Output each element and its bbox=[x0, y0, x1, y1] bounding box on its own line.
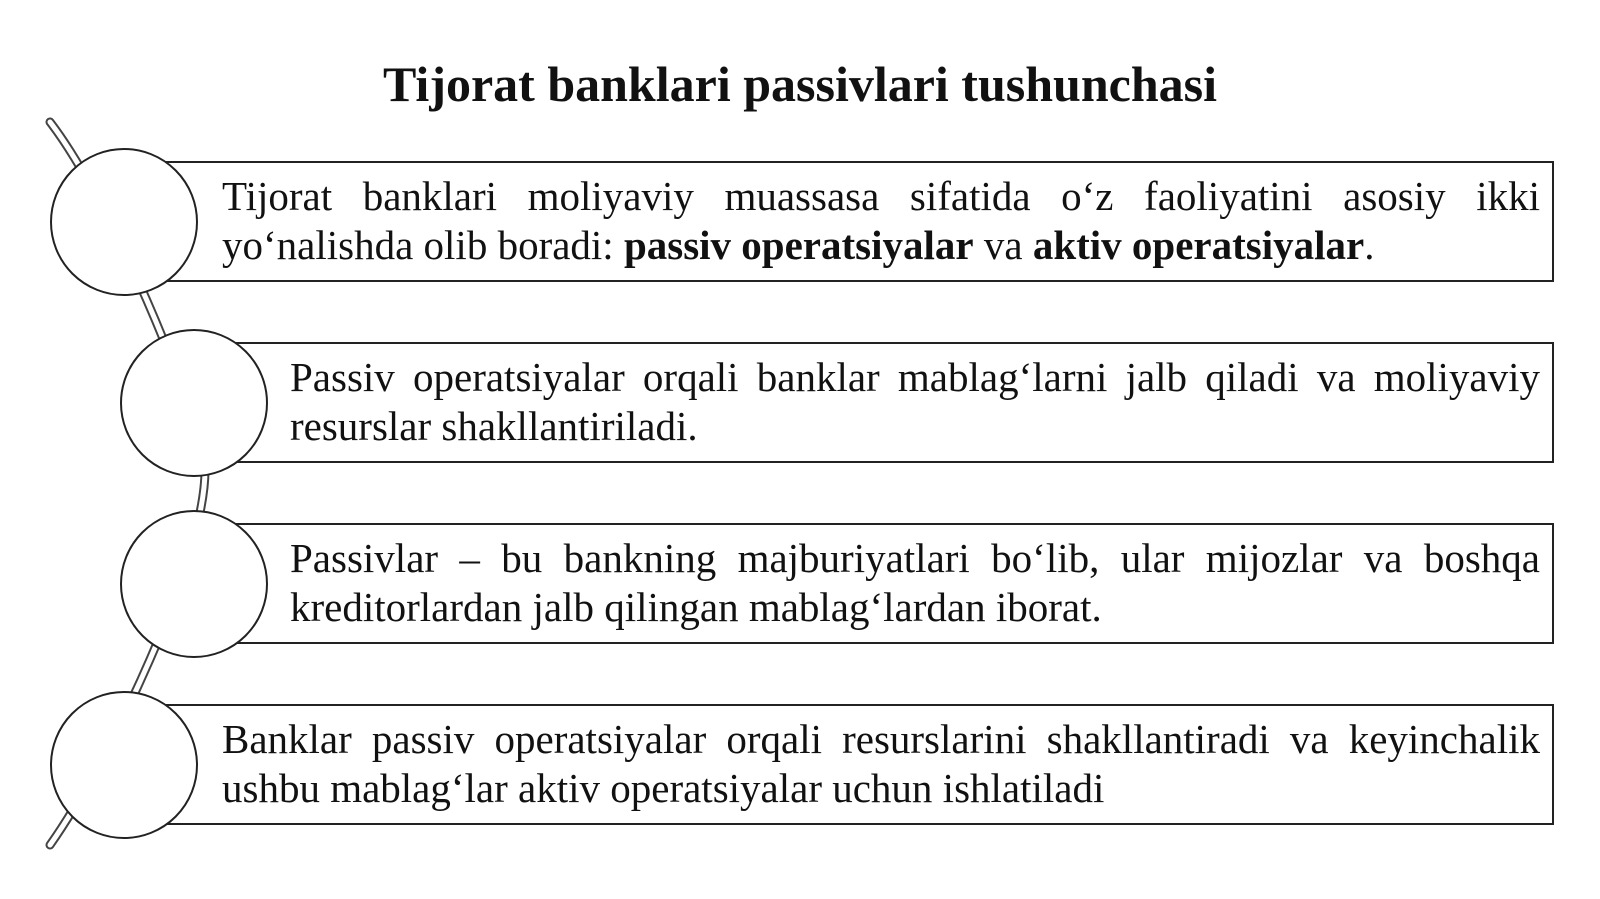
timeline-circle-2 bbox=[120, 329, 268, 477]
concept-text-2 bbox=[290, 353, 1540, 451]
body-text: . bbox=[1364, 222, 1375, 268]
body-text: Banklar passiv operatsiyalar orqali resurslarini shakllantiradi va keyinchalik ushbu mablag‘lar aktiv operatsiyalar uchun ishlatiladi bbox=[222, 716, 1540, 811]
timeline-circle-1 bbox=[50, 148, 198, 296]
body-text: Tijorat banklari moliyaviy muassasa sifatida o‘z faoliyatini asosiy ikki yo‘nalishda olib boradi: bbox=[222, 173, 1540, 268]
concept-text-3 bbox=[290, 534, 1540, 632]
body-text: va bbox=[973, 222, 1033, 268]
body-text: Passivlar – bu bankning majburiyatlari bo‘lib, ular mijozlar va boshqa kreditorlardan jalb qilingan mablag‘lardan iborat. bbox=[290, 535, 1540, 630]
emphasis-text: aktiv operatsiyalar bbox=[1032, 222, 1365, 268]
page-title: Tijorat banklari passivlari tushunchasi bbox=[382, 56, 1217, 112]
body-text: Passiv operatsiyalar orqali banklar mablag‘larni jalb qiladi va moliyaviy resurslar shakllantiriladi. bbox=[290, 354, 1540, 449]
timeline-circle-3 bbox=[120, 510, 268, 658]
timeline-circle-4 bbox=[50, 691, 198, 839]
emphasis-text: passiv operatsiyalar bbox=[623, 222, 974, 268]
concept-text-4 bbox=[222, 715, 1540, 813]
concept-text-1 bbox=[222, 172, 1540, 270]
